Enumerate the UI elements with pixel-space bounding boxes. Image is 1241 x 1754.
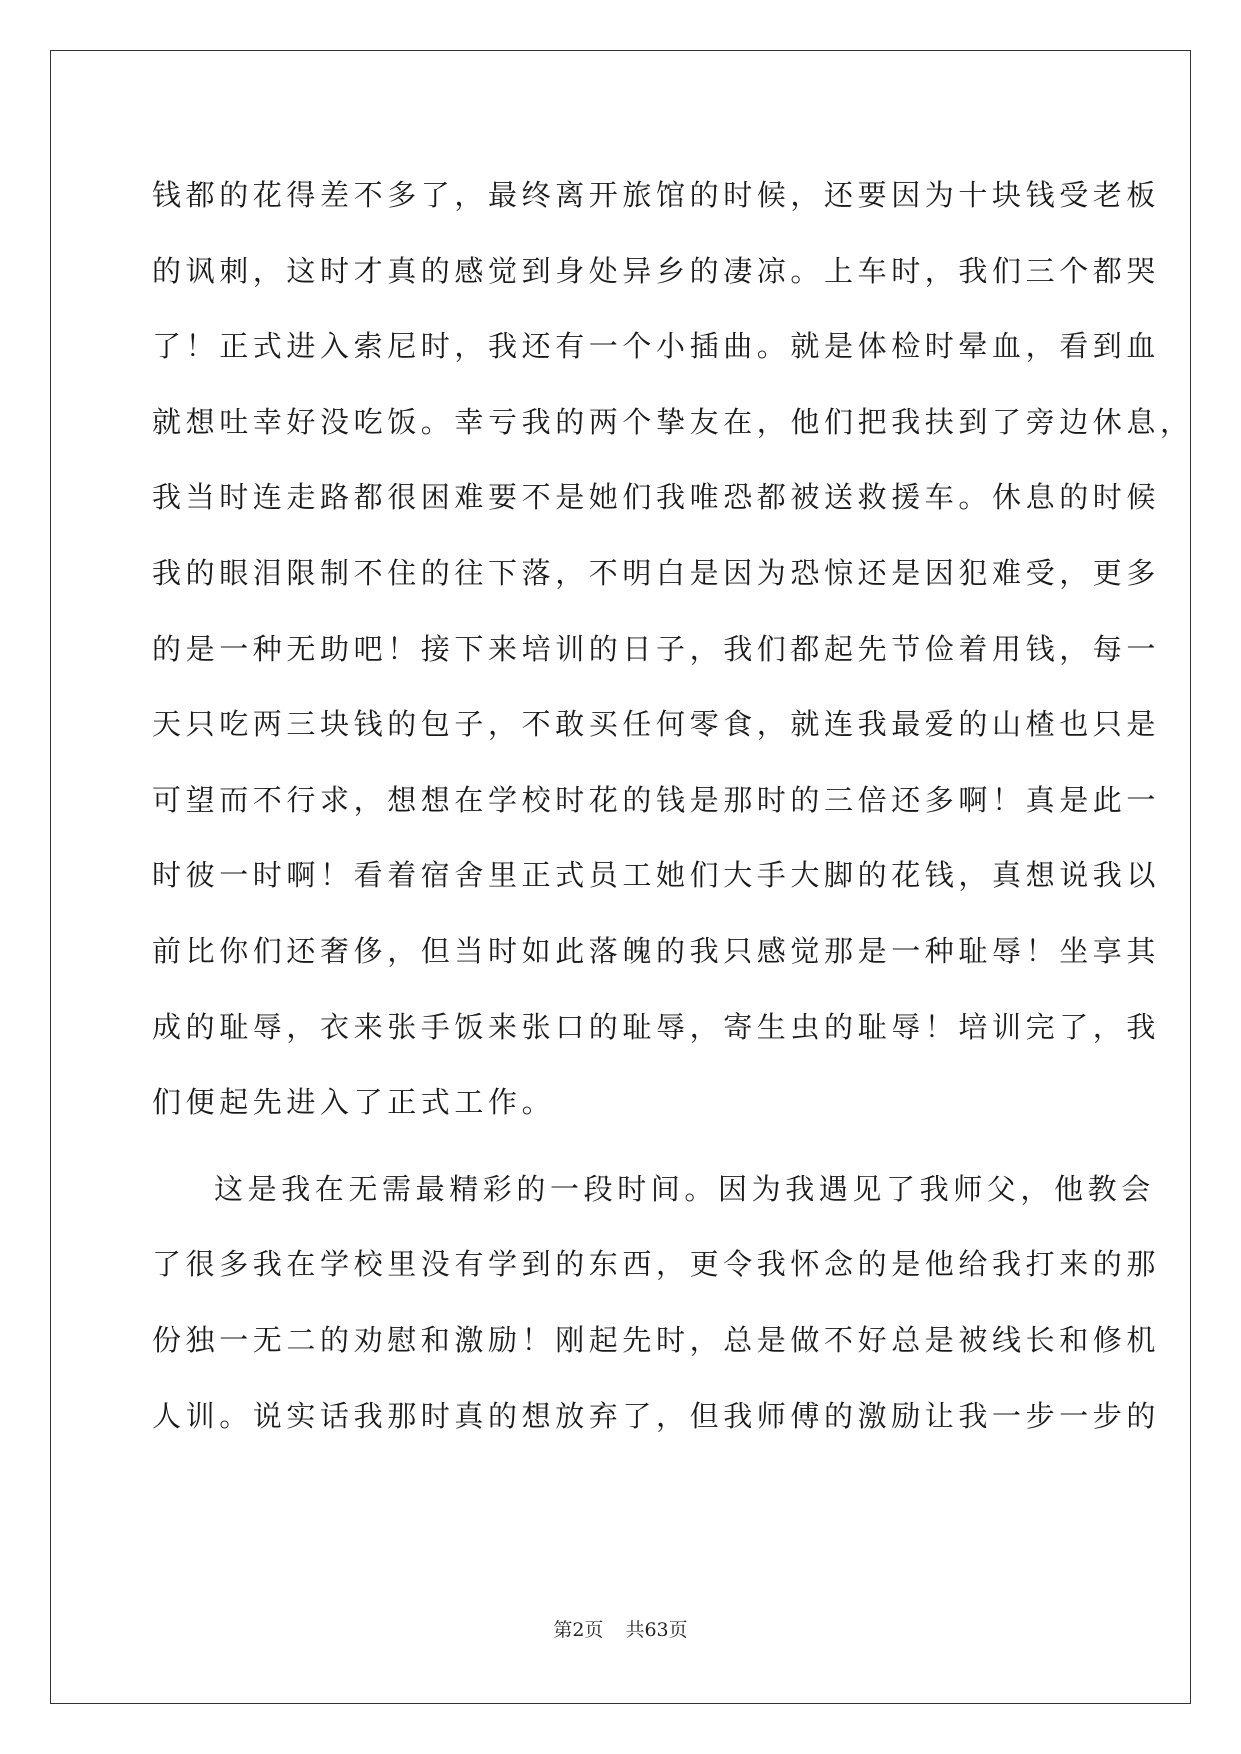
- document-body: [152, 158, 1194, 1454]
- page-total: 共63页: [625, 1619, 688, 1641]
- paragraph-2: [152, 1152, 1161, 1454]
- text-line-last: 们便起先进入了正式工作。: [152, 1085, 556, 1120]
- page-number: 第2页: [553, 1619, 604, 1641]
- text-line: 份独一无二的劝慰和激励！刚起先时，总是做不好总是被线长和修机: [152, 1322, 1161, 1357]
- text-line: 了！正式进入索尼时，我还有一个小插曲。就是体检时晕血，看到血: [152, 329, 1161, 364]
- text-line: 时彼一时啊！看着宿舍里正式员工她们大手大脚的花钱，真想说我以: [152, 858, 1161, 893]
- text-line: 的是一种无助吧！接下来培训的日子，我们都起先节俭着用钱，每一: [152, 631, 1161, 666]
- paragraph-1: [152, 158, 1194, 1141]
- text-line: 成的耻辱，衣来张手饭来张口的耻辱，寄生虫的耻辱！培训完了，我: [152, 1009, 1161, 1044]
- text-line: 我当时连走路都很困难要不是她们我唯恐都被送救援车。休息的时候: [152, 480, 1161, 515]
- text-line: 人训。说实话我那时真的想放弃了，但我师傅的激励让我一步一步的: [152, 1398, 1161, 1433]
- page-footer: [0, 1615, 1241, 1642]
- text-line: 钱都的花得差不多了，最终离开旅馆的时候，还要因为十块钱受老板: [152, 178, 1161, 212]
- paragraph-gap: [152, 1141, 1092, 1152]
- text-line: 前比你们还奢侈，但当时如此落魄的我只感觉那是一种耻辱！坐享其: [152, 933, 1161, 968]
- text-line: 的讽刺，这时才真的感觉到身处异乡的凄凉。上车时，我们三个都哭: [152, 253, 1161, 288]
- text-line: 天只吃两三块钱的包子，不敢买任何零食，就连我最爱的山楂也只是: [152, 707, 1161, 742]
- text-line: 可望而不行求，想想在学校时花的钱是那时的三倍还多啊！真是此一: [152, 782, 1161, 817]
- text-line-indented: 这是我在无需最精彩的一段时间。因为我遇见了我师父，他教会: [214, 1171, 1155, 1206]
- text-line: 了很多我在学校里没有学到的东西，更令我怀念的是他给我打来的那: [152, 1247, 1161, 1282]
- text-line: 就想吐幸好没吃饭。幸亏我的两个挚友在，他们把我扶到了旁边休息，: [152, 404, 1194, 439]
- text-line: 我的眼泪限制不住的往下落，不明白是因为恐惊还是因犯难受，更多: [152, 555, 1161, 590]
